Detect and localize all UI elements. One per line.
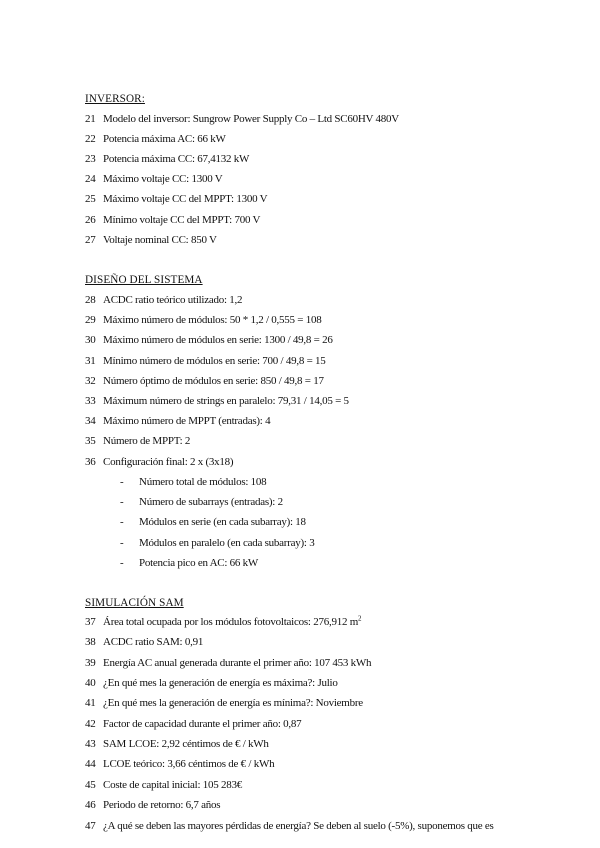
item-number: 29 (85, 314, 96, 327)
list-item (85, 758, 274, 770)
item-text: Máximo número de módulos en serie: 1300 / 49,8 = 26 (103, 334, 333, 347)
item-number: 37 (85, 616, 96, 628)
item-number: 34 (85, 415, 96, 428)
item-text: Máximo número de MPPT (entradas): 4 (103, 415, 271, 428)
item-text: Coste de capital inicial: 105 283€ (103, 778, 243, 791)
list-item (85, 657, 371, 669)
item-number: 45 (85, 778, 96, 791)
bullet-item (120, 537, 314, 549)
item-number: 26 (85, 213, 96, 226)
item-text: ¿En qué mes la generación de energía es mínima?: Noviembre (103, 697, 363, 710)
item-text: ¿En qué mes la generación de energía es máxima?: Julio (103, 677, 338, 690)
item-text: Modelo del inversor: Sungrow Power Supply Co – Ltd SC60HV 480V (103, 113, 399, 125)
item-text: Periodo de retorno: 6,7 años (103, 799, 221, 812)
item-number: 42 (85, 717, 96, 730)
list-item (85, 314, 321, 326)
item-number: 38 (85, 636, 96, 649)
list-item (85, 133, 226, 145)
bullet-text: Módulos en serie (en cada subarray): 18 (139, 516, 306, 529)
list-item (85, 738, 269, 750)
list-item (85, 677, 338, 689)
item-text: Configuración final: 2 x (3x18) (103, 455, 234, 468)
item-number: 40 (85, 677, 96, 690)
list-item (85, 435, 190, 447)
item-number: 47 (85, 819, 96, 832)
list-item (85, 718, 301, 730)
list-item (85, 113, 399, 125)
list-item (85, 173, 222, 185)
list-item (85, 456, 233, 468)
item-text: Mínimo número de módulos en serie: 700 / 49,8 = 15 (103, 354, 326, 367)
item-number: 21 (85, 113, 96, 125)
item-number: 32 (85, 374, 96, 387)
bullet-marker: - (120, 516, 124, 529)
item-number: 28 (85, 294, 96, 306)
item-number: 39 (85, 656, 96, 669)
bullet-item (120, 516, 306, 528)
item-text: Número de MPPT: 2 (103, 435, 191, 448)
item-number: 41 (85, 697, 96, 710)
list-item (85, 153, 249, 165)
item-text: ACDC ratio teórico utilizado: 1,2 (103, 294, 243, 306)
list-item (85, 697, 363, 709)
item-text: Potencia máxima CC: 67,4132 kW (103, 153, 250, 166)
bullet-marker: - (120, 476, 124, 488)
item-number: 46 (85, 799, 96, 812)
list-item (85, 395, 349, 407)
item-text: Número óptimo de módulos en serie: 850 / 49,8 = 17 (103, 374, 324, 387)
item-text: ¿A qué se deben las mayores pérdidas de energía? Se deben al suelo (-5%), suponemos que es (103, 819, 494, 832)
item-number: 33 (85, 395, 96, 407)
item-text: Área total ocupada por los módulos fotovoltaicos: 276,912 m (103, 616, 359, 628)
list-item (85, 779, 242, 791)
list-item (85, 616, 361, 628)
item-text: SAM LCOE: 2,92 céntimos de € / kWh (103, 738, 269, 751)
list-item (85, 334, 333, 346)
item-number: 36 (85, 455, 96, 468)
item-number: 43 (85, 738, 96, 751)
list-item (85, 820, 494, 832)
bullet-text: Potencia pico en AC: 66 kW (139, 556, 259, 569)
item-number: 44 (85, 758, 96, 771)
bullet-item (120, 476, 266, 488)
item-number: 30 (85, 334, 96, 347)
section-heading-inversor: INVERSOR: (85, 93, 145, 105)
list-item (85, 375, 324, 387)
item-text: Máximo voltaje CC: 1300 V (103, 173, 223, 186)
section-heading-diseno: DISEÑO DEL SISTEMA (85, 274, 203, 286)
item-number: 27 (85, 233, 96, 246)
list-item (85, 193, 267, 205)
superscript: 2 (358, 614, 362, 623)
item-text: ACDC ratio SAM: 0,91 (103, 636, 204, 649)
item-text: Máximum número de strings en paralelo: 79,31 / 14,05 = 5 (103, 395, 349, 407)
item-text: Voltaje nominal CC: 850 V (103, 233, 217, 246)
bullet-item (120, 557, 258, 569)
bullet-marker: - (120, 536, 124, 549)
bullet-text: Módulos en paralelo (en cada subarray): 3 (139, 536, 315, 549)
item-text: Máximo voltaje CC del MPPT: 1300 V (103, 193, 268, 206)
list-item (85, 636, 203, 648)
item-number: 23 (85, 153, 96, 166)
list-item (85, 415, 270, 427)
list-item (85, 355, 326, 367)
bullet-text: Número total de módulos: 108 (139, 476, 267, 488)
list-item (85, 214, 260, 226)
item-text: Máximo número de módulos: 50 * 1,2 / 0,555 = 108 (103, 314, 322, 327)
item-number: 35 (85, 435, 96, 448)
item-number: 22 (85, 133, 96, 146)
bullet-marker: - (120, 556, 124, 569)
item-number: 24 (85, 173, 96, 186)
item-text: Energía AC anual generada durante el primer año: 107 453 kWh (103, 656, 372, 669)
item-text: Mínimo voltaje CC del MPPT: 700 V (103, 213, 261, 226)
list-item (85, 234, 217, 246)
item-text: Factor de capacidad durante el primer año: 0,87 (103, 717, 302, 730)
bullet-marker: - (120, 496, 124, 509)
item-number: 31 (85, 354, 96, 367)
list-item (85, 799, 220, 811)
bullet-text: Número de subarrays (entradas): 2 (139, 496, 283, 509)
item-text: LCOE teórico: 3,66 céntimos de € / kWh (103, 758, 275, 771)
item-number: 25 (85, 193, 96, 206)
bullet-item (120, 496, 283, 508)
list-item (85, 294, 242, 306)
section-heading-simulacion: SIMULACIÓN SAM (85, 597, 184, 609)
item-text: Potencia máxima AC: 66 kW (103, 133, 226, 146)
